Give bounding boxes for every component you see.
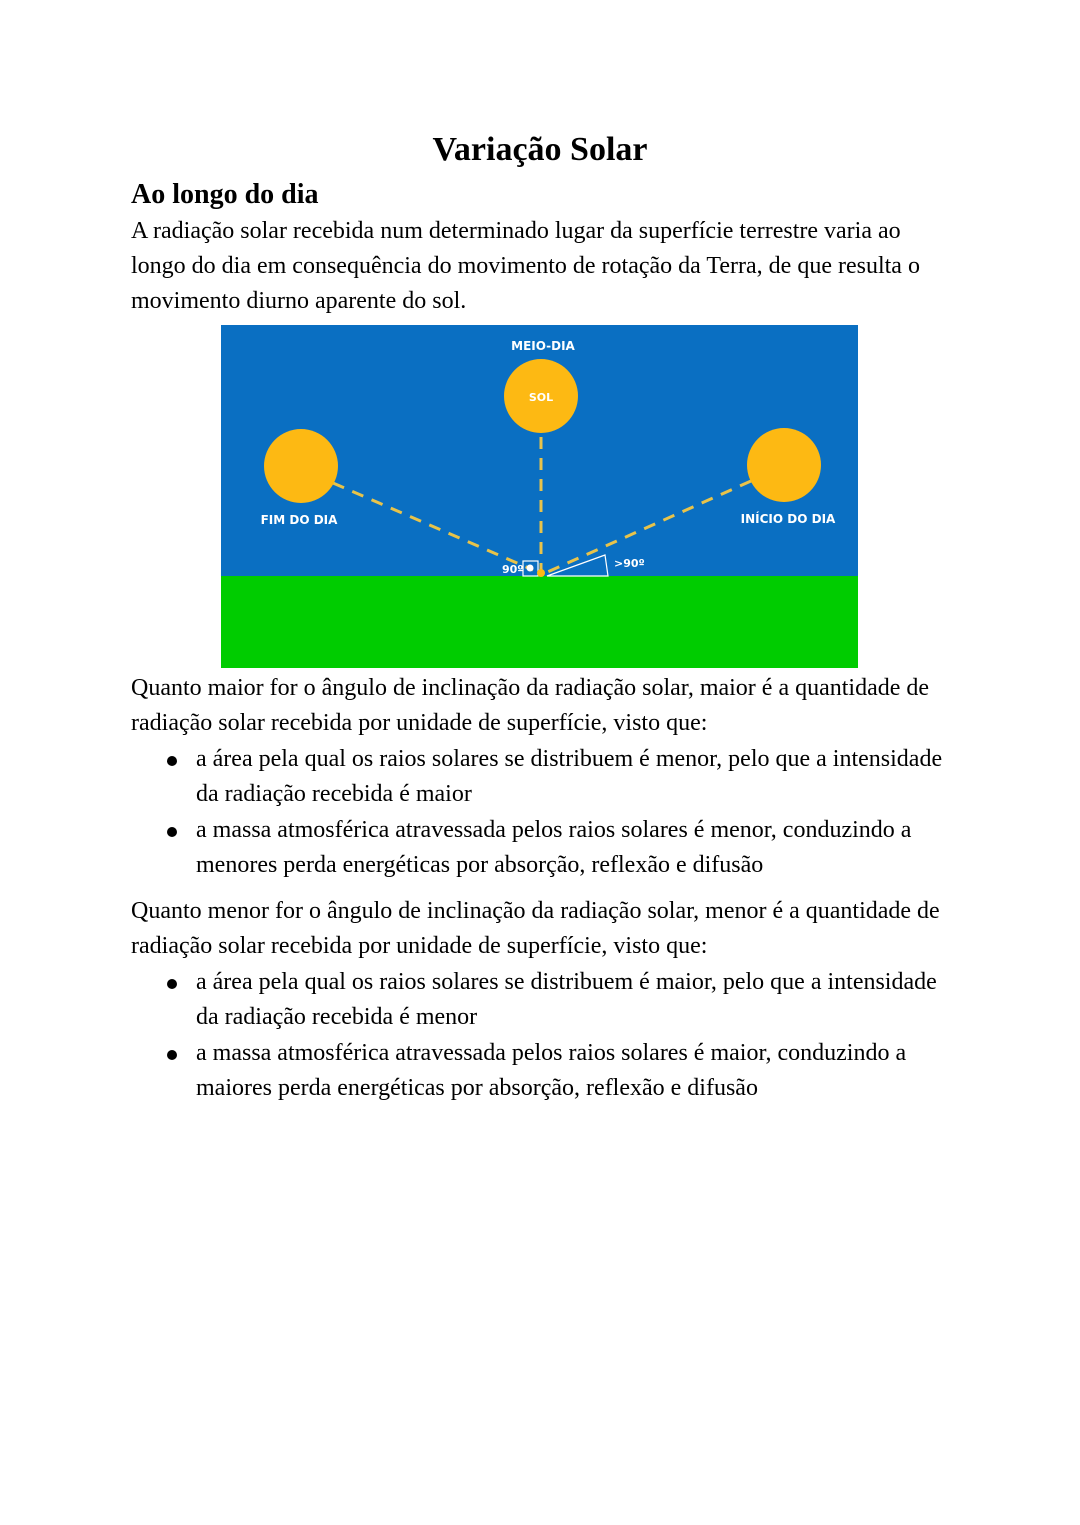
ground-area	[221, 576, 858, 668]
right-angle-label: 90º	[502, 563, 524, 576]
noon-label: MEIO-DIA	[511, 339, 575, 353]
intro-paragraph: A radiação solar recebida num determinado lugar da superfície terrestre varia ao longo do dia em consequência do movimento de rotação da Terra, de que resulta o movimento diurno aparente do sol.	[131, 218, 920, 314]
list-item: a massa atmosférica atravessada pelos raios solares é menor, conduzindo a menores perda energéticas por absorção, reflexão e difusão	[131, 813, 961, 883]
sun-label: SOL	[528, 391, 554, 404]
list-item: a área pela qual os raios solares se distribuem é menor, pelo que a intensidade da radiação recebida é maior	[131, 742, 961, 812]
end-of-day-label: FIM DO DIA	[260, 513, 338, 527]
greater-angle-list	[131, 742, 961, 884]
start-of-day-label: INÍCIO DO DIA	[740, 512, 836, 526]
section-heading: Ao longo do dia	[131, 179, 319, 210]
smaller-angle-paragraph: Quanto menor for o ângulo de inclinação da radiação solar, menor é a quantidade de radiação solar recebida por unidade de superfície, visto que:	[131, 898, 940, 959]
sun-start-of-day-icon	[747, 428, 821, 502]
observer-dot	[527, 565, 534, 572]
observer-point	[537, 569, 545, 577]
solar-angle-diagram	[221, 325, 858, 668]
bullet-icon	[167, 827, 177, 837]
list-item: a massa atmosférica atravessada pelos raios solares é maior, conduzindo a maiores perda energéticas por absorção, reflexão e difusão	[131, 1036, 961, 1106]
bullet-icon	[167, 756, 177, 766]
acute-angle-label: >90º	[614, 557, 645, 570]
page-title: Variação Solar	[432, 131, 648, 168]
bullet-icon	[167, 979, 177, 989]
sun-end-of-day-icon	[264, 429, 338, 503]
bullet-icon	[167, 1050, 177, 1060]
greater-angle-paragraph: Quanto maior for o ângulo de inclinação da radiação solar, maior é a quantidade de radiação solar recebida por unidade de superfície, visto que:	[131, 675, 930, 736]
smaller-angle-list	[131, 965, 961, 1107]
list-item: a área pela qual os raios solares se distribuem é maior, pelo que a intensidade da radiação recebida é menor	[131, 965, 961, 1035]
